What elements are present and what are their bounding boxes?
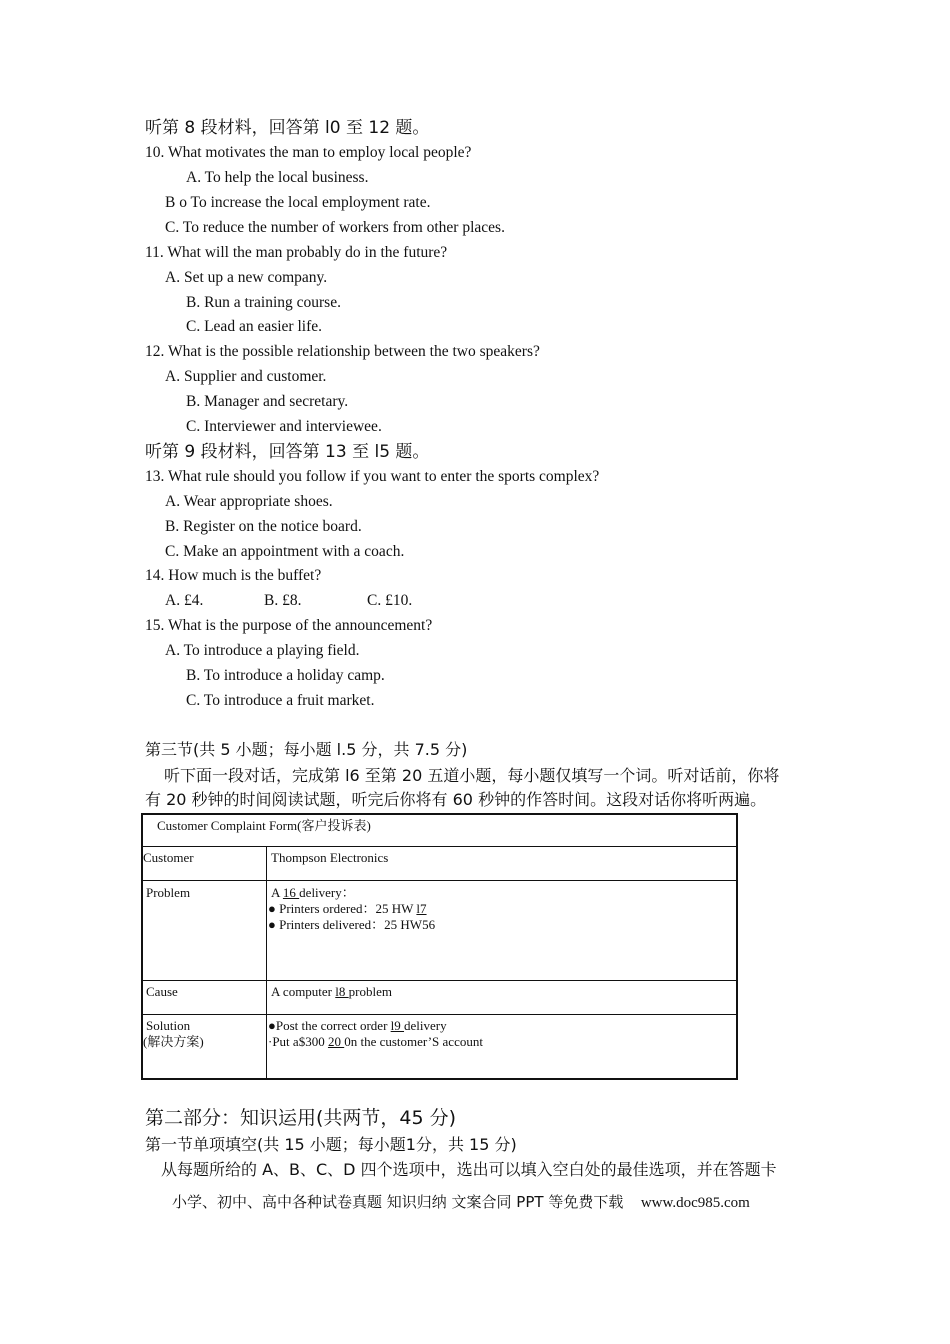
blank-18: l8 bbox=[335, 984, 349, 999]
footer-text: 小学、初中、高中各种试卷真题 知识归纳 文案合同 PPT 等免费下载 bbox=[172, 1193, 624, 1211]
q14-option-b: B. £8. bbox=[264, 592, 302, 609]
solution-label: Solution bbox=[146, 1018, 191, 1033]
q15-option-c: C. To introduce a fruit market. bbox=[186, 692, 375, 709]
cause-row bbox=[143, 981, 736, 1015]
q13-option-b: B. Register on the notice board. bbox=[165, 518, 362, 535]
section8-heading: 听第 8 段材料，回答第 l0 至 12 题。 bbox=[145, 118, 430, 138]
blank-19: l9 bbox=[390, 1018, 405, 1033]
customer-label: Customer bbox=[143, 850, 194, 865]
solution-row bbox=[143, 1015, 736, 1078]
blank-17: l7 bbox=[416, 901, 427, 916]
solution-line-1: ●Post the correct order l9 delivery bbox=[268, 1018, 447, 1033]
part3-instruction-1: 听下面一段对话，完成第 l6 至第 20 五道小题，每小题仅填写一个词。听对话前，你将 bbox=[164, 766, 780, 785]
q12-option-a: A. Supplier and customer. bbox=[165, 368, 327, 385]
complaint-form-table bbox=[141, 813, 738, 1080]
question-11: 11. What will the man probably do in the future? bbox=[145, 244, 448, 261]
part2-instruction: 从每题所给的 A、B、C、D 四个选项中，选出可以填入空白处的最佳选项，并在答题卡 bbox=[161, 1160, 777, 1179]
footer bbox=[172, 1191, 750, 1212]
question-15: 15. What is the purpose of the announcement? bbox=[145, 617, 433, 634]
q12-option-c: C. Interviewer and interviewee. bbox=[186, 418, 382, 435]
blank-16: 16 bbox=[282, 885, 300, 900]
problem-line-2: ● Printers ordered：25 HW l7 bbox=[268, 901, 427, 916]
cause-label: Cause bbox=[146, 984, 178, 999]
customer-row bbox=[143, 847, 736, 881]
problem-label: Problem bbox=[146, 885, 191, 900]
part2-subheading: 第一节单项填空(共 15 小题；每小题1分，共 15 分) bbox=[145, 1135, 517, 1154]
question-10: 10. What motivates the man to employ local people? bbox=[145, 144, 472, 161]
q11-option-b: B. Run a training course. bbox=[186, 294, 341, 311]
q15-option-b: B. To introduce a holiday camp. bbox=[186, 667, 385, 684]
solution-line-2: ·Put a$300 20 0n the customer’S account bbox=[268, 1034, 483, 1049]
part2-heading: 第二部分：知识运用(共两节，45 分) bbox=[145, 1107, 457, 1129]
question-13: 13. What rule should you follow if you want to enter the sports complex? bbox=[145, 468, 600, 485]
question-12: 12. What is the possible relationship between the two speakers? bbox=[145, 343, 540, 360]
part3-heading: 第三节(共 5 小题；每小题 l.5 分，共 7.5 分) bbox=[145, 740, 468, 759]
footer-url[interactable]: www.doc985.com bbox=[640, 1195, 750, 1211]
customer-value: Thompson Electronics bbox=[271, 850, 389, 865]
problem-line-3: ● Printers delivered：25 HW56 bbox=[268, 917, 436, 932]
blank-20: 20 bbox=[327, 1034, 345, 1049]
problem-line-1: A 16 delivery： bbox=[271, 885, 355, 900]
part3-instruction-2: 有 20 秒钟的时间阅读试题，听完后你将有 60 秒钟的作答时间。这段对话你将听两遍。 bbox=[145, 790, 767, 809]
section9-heading: 听第 9 段材料，回答第 13 至 l5 题。 bbox=[145, 442, 430, 462]
problem-row bbox=[143, 881, 736, 981]
q13-option-c: C. Make an appointment with a coach. bbox=[165, 543, 405, 560]
question-14: 14. How much is the buffet? bbox=[145, 567, 322, 584]
q10-option-b: B o To increase the local employment rate. bbox=[165, 194, 431, 211]
q10-option-a: A. To help the local business. bbox=[186, 169, 369, 186]
q14-option-a: A. £4. bbox=[165, 592, 204, 609]
q10-option-c: C. To reduce the number of workers from other places. bbox=[165, 219, 505, 236]
q13-option-a: A. Wear appropriate shoes. bbox=[165, 493, 333, 510]
q15-option-a: A. To introduce a playing field. bbox=[165, 642, 360, 659]
q11-option-c: C. Lead an easier life. bbox=[186, 318, 322, 335]
solution-label-cn: (解决方案) bbox=[143, 1034, 204, 1049]
form-title-row bbox=[143, 815, 736, 847]
q14-option-c: C. £10. bbox=[367, 592, 413, 609]
q11-option-a: A. Set up a new company. bbox=[165, 269, 328, 286]
cause-text: A computer l8 problem bbox=[271, 984, 392, 999]
q12-option-b: B. Manager and secretary. bbox=[186, 393, 349, 410]
form-title: Customer Complaint Form(客户投诉表) bbox=[157, 818, 371, 833]
